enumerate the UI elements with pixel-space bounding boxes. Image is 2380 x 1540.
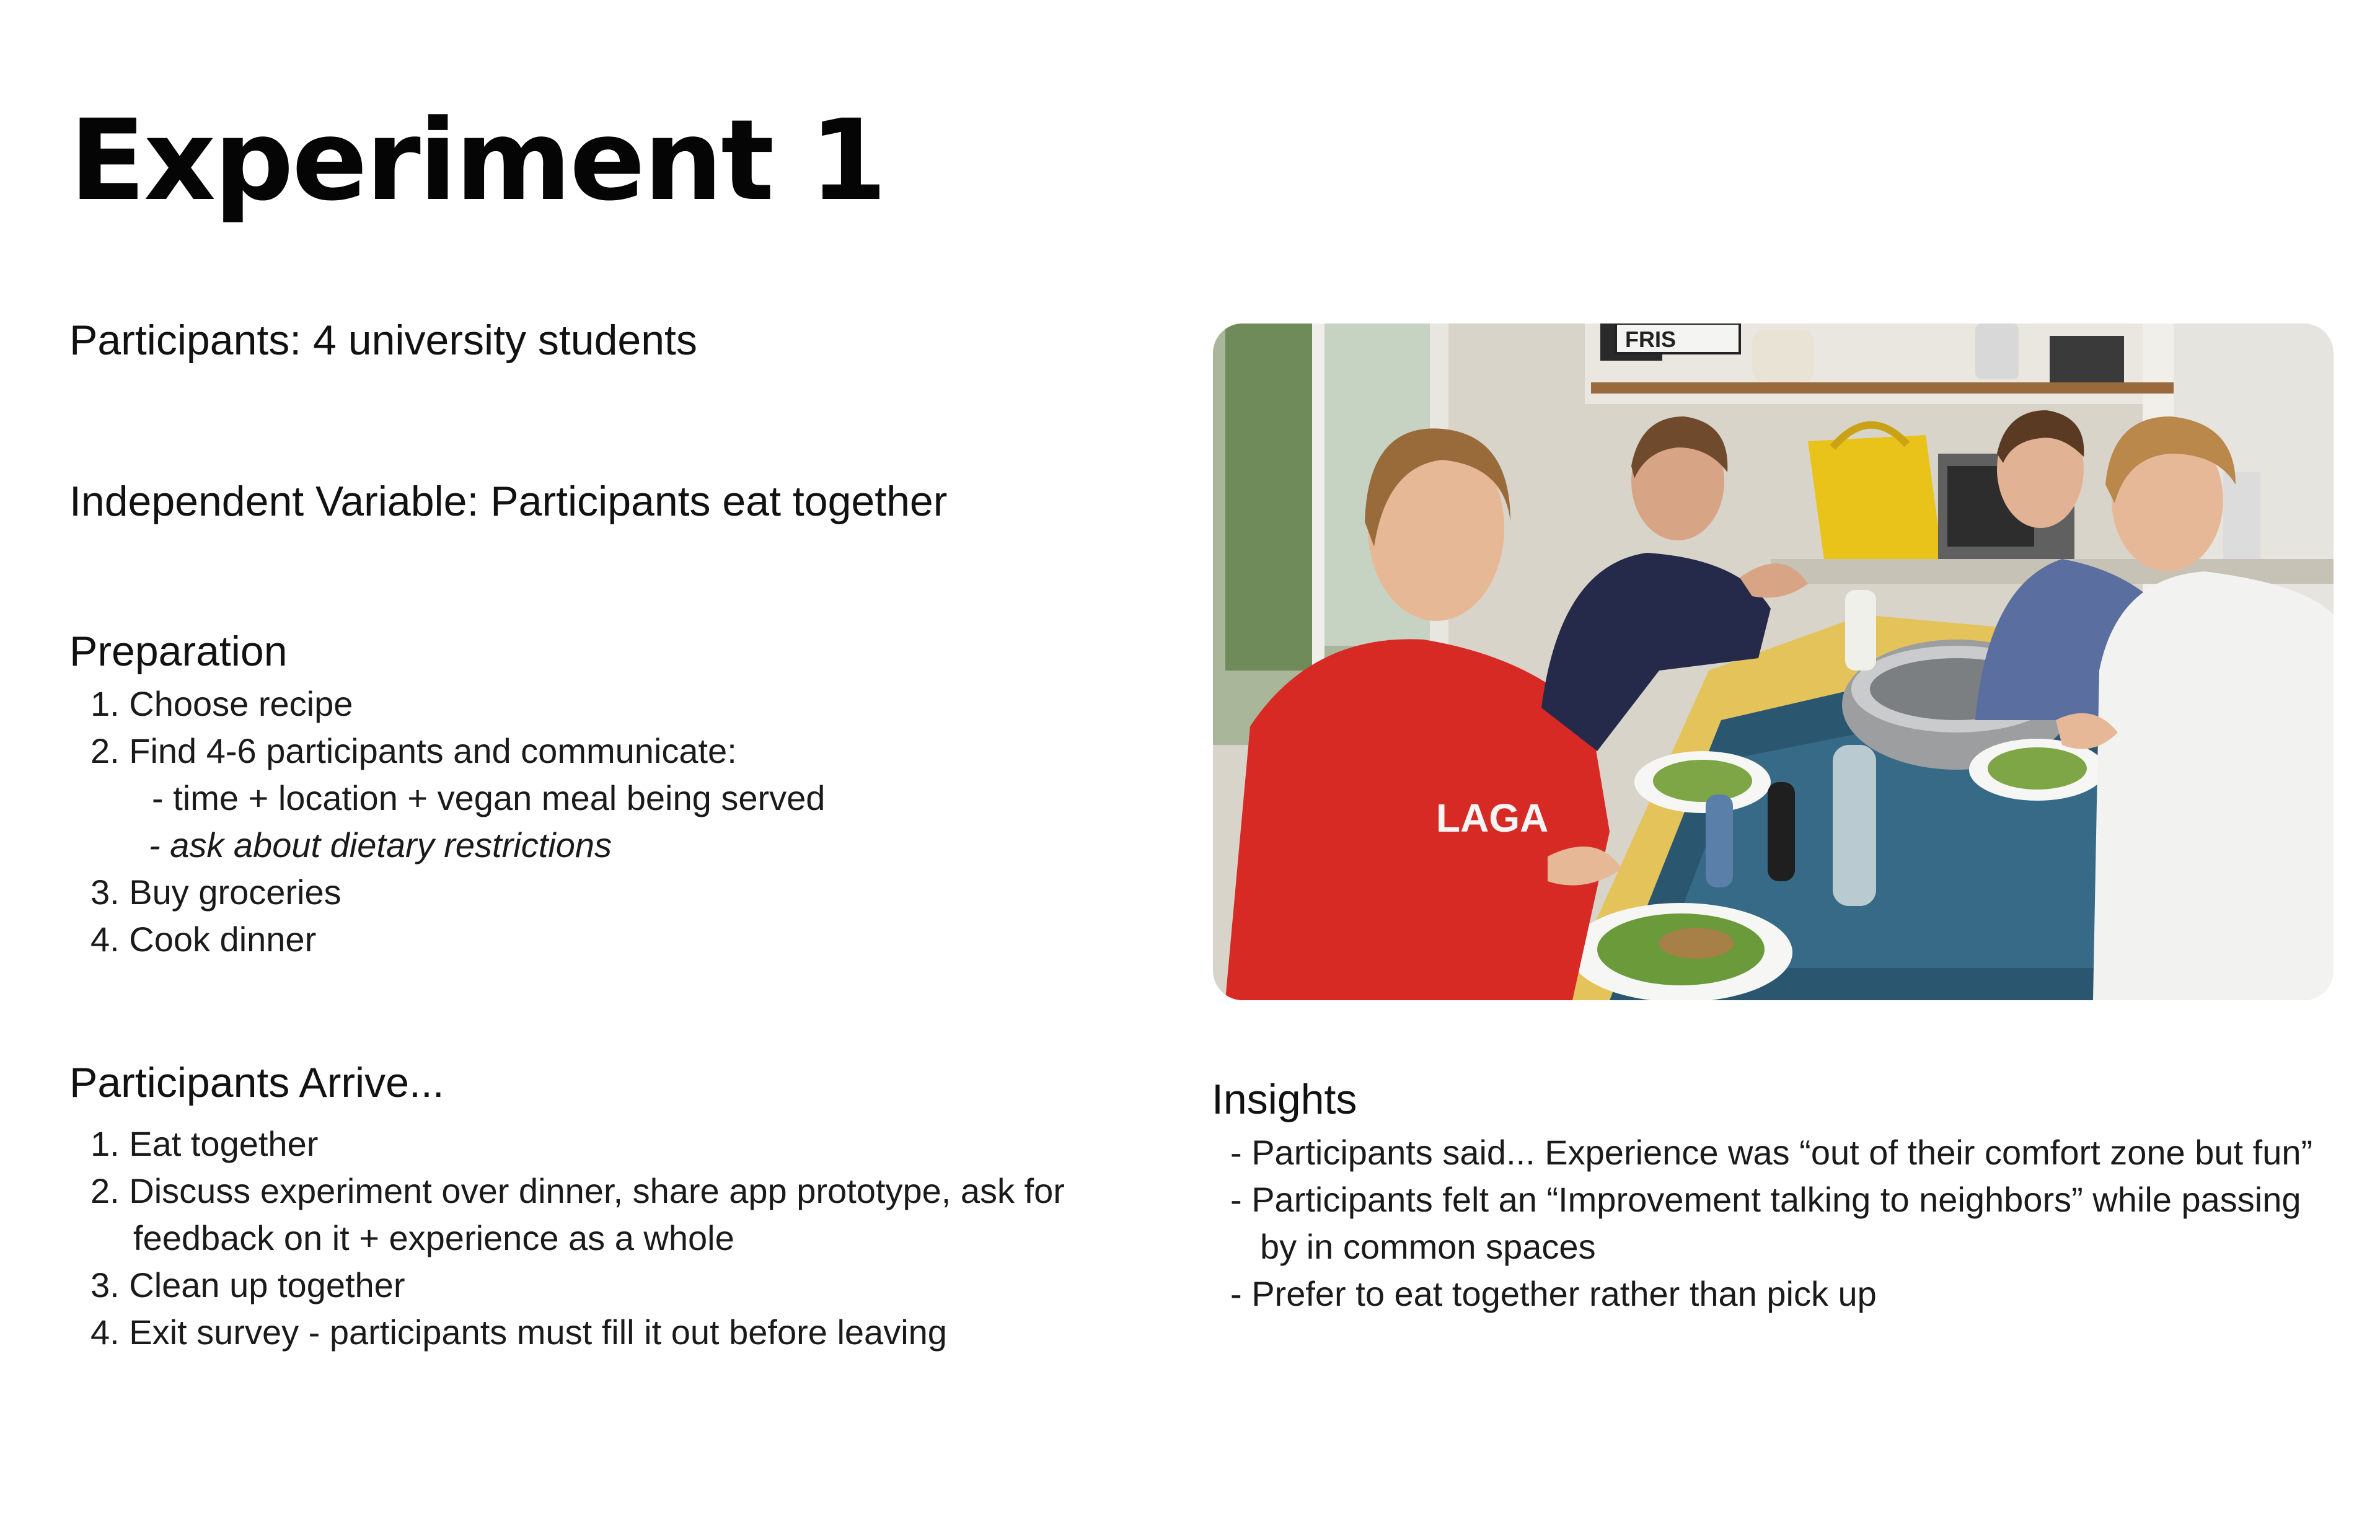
preparation-item-4: 4. Cook dinner [90, 920, 317, 959]
participants-info: Participants: 4 university students [69, 317, 697, 364]
insight-item-2: - Participants felt an “Improvement talking to neighbors” while passing [1230, 1180, 2301, 1219]
page-title: Experiment 1 [69, 96, 886, 226]
insight-item-3: - Prefer to eat together rather than pick up [1230, 1274, 1877, 1313]
preparation-subitem-1: - time + location + vegan meal being served [152, 778, 826, 817]
sign-text: FRIS [1625, 327, 1677, 352]
arrive-item-2: 2. Discuss experiment over dinner, share app prototype, ask for [90, 1171, 1065, 1210]
insights-list [1212, 1129, 2312, 1318]
insight-item-2-continued: by in common spaces [1260, 1227, 1596, 1266]
insight-item-1: - Participants said... Experience was “out of their comfort zone but fun” [1230, 1133, 2313, 1172]
preparation-item-1: 1. Choose recipe [90, 684, 353, 723]
preparation-list [69, 680, 825, 963]
arrive-item-3: 3. Clean up together [90, 1265, 405, 1305]
preparation-subitem-2: - ask about dietary restrictions [149, 825, 612, 865]
shirt-text: LAGA [1436, 796, 1549, 840]
arrive-list [69, 1120, 1065, 1356]
preparation-item-3: 3. Buy groceries [90, 873, 342, 912]
preparation-item-2: 2. Find 4-6 participants and communicate: [90, 731, 737, 770]
arrive-item-2-continued: feedback on it + experience as a whole [133, 1218, 734, 1257]
insights-heading: Insights [1212, 1076, 1357, 1123]
arrive-item-4: 4. Exit survey - participants must fill it out before leaving [90, 1313, 947, 1352]
arrive-item-1: 1. Eat together [90, 1124, 319, 1163]
dinner-photo [1213, 323, 2334, 1000]
preparation-heading: Preparation [69, 628, 288, 675]
arrive-heading: Participants Arrive... [69, 1059, 444, 1106]
independent-variable: Independent Variable: Participants eat together [69, 478, 948, 525]
